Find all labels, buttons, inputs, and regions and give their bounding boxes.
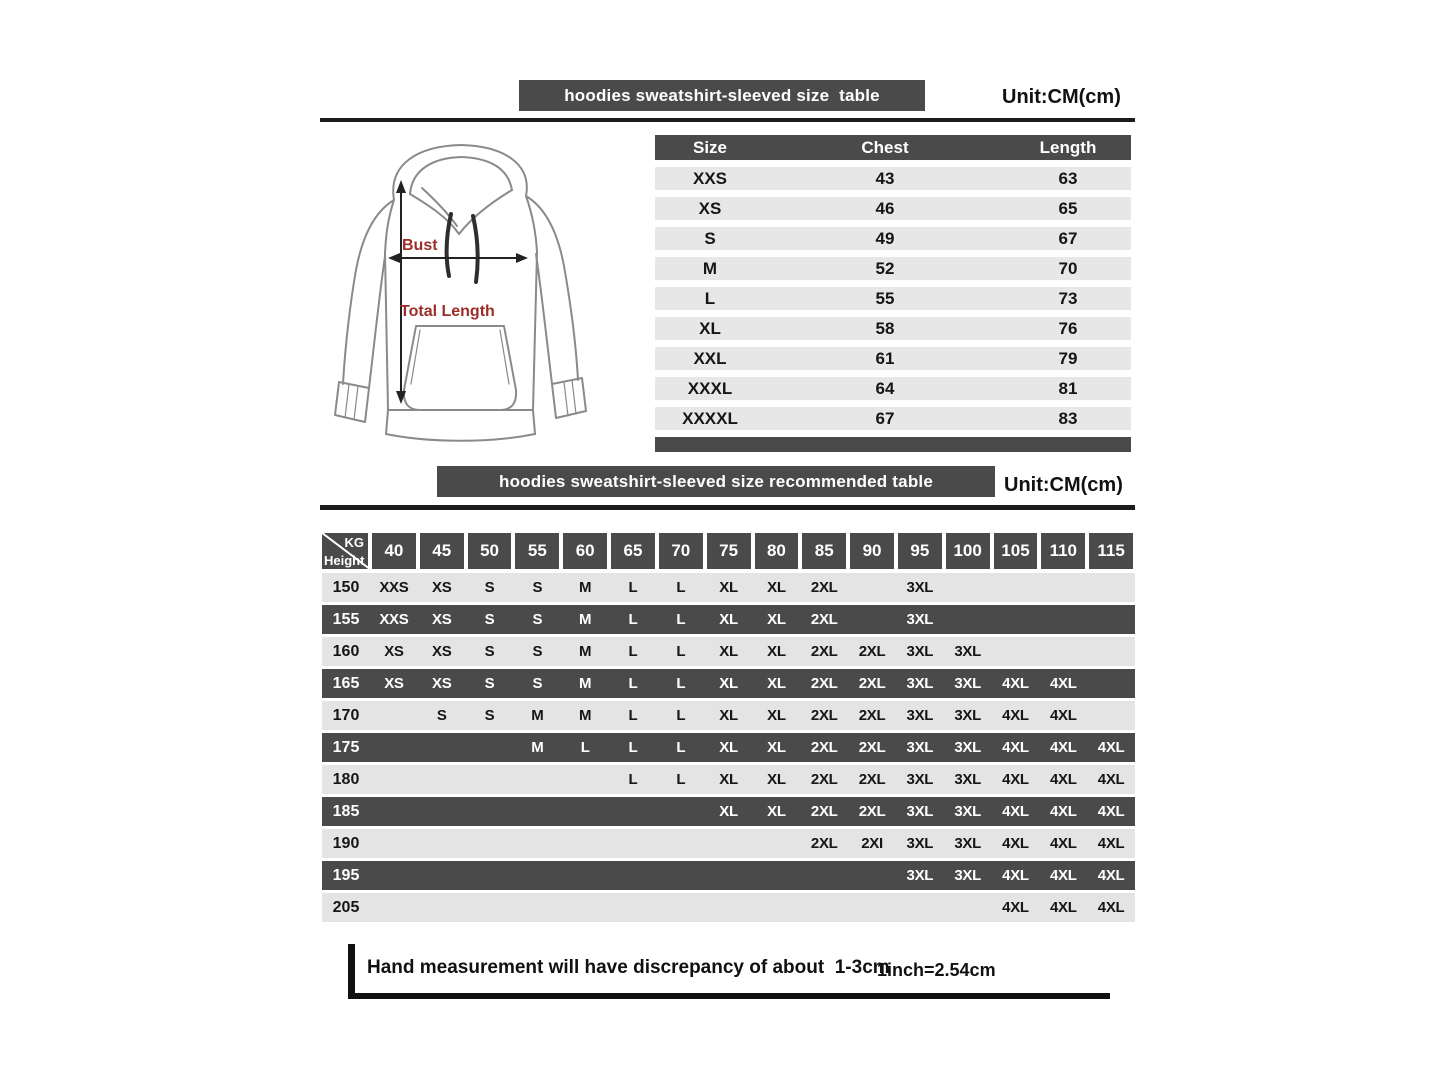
- size-recommendation-cell: 2XL: [858, 771, 886, 788]
- size-cell: XXXXL: [682, 408, 738, 428]
- size-table-row: [655, 197, 1131, 220]
- weight-header-cell: 40: [372, 533, 416, 569]
- size-recommendation-cell: 4XL: [1097, 803, 1125, 820]
- size-recommendation-cell: XL: [767, 643, 786, 660]
- size-recommendation-cell: 4XL: [1097, 835, 1125, 852]
- height-cell: 160: [332, 642, 360, 660]
- bust-label: Bust: [402, 237, 438, 254]
- inch-conversion-note: 1inch=2.54cm: [877, 960, 996, 980]
- size-recommendation-cell: 4XL: [1049, 739, 1077, 756]
- length-cell: 76: [1058, 318, 1078, 338]
- size-recommendation-cell: XS: [384, 675, 404, 692]
- size-recommendation-cell: L: [628, 707, 638, 724]
- size-table-row: [655, 227, 1131, 250]
- recommendation-row: [322, 861, 1135, 890]
- size-recommendation-cell: M: [579, 675, 592, 692]
- weight-header-cell: 90: [850, 533, 894, 569]
- size-recommendation-cell: L: [628, 739, 638, 756]
- size-recommendation-cell: 2XL: [810, 771, 838, 788]
- matrix-body: [322, 573, 1135, 922]
- size-recommendation-cell: L: [676, 707, 686, 724]
- size-recommendation-cell: 3XL: [906, 675, 934, 692]
- chest-cell: 58: [875, 318, 895, 338]
- size-recommendation-cell: 3XL: [954, 643, 981, 660]
- size-recommendation-cell: 2XL: [810, 675, 838, 692]
- size-recommendation-cell: M: [579, 707, 592, 724]
- recommendation-row: [322, 637, 1135, 666]
- recommended-size-matrix: [322, 533, 1135, 925]
- size-recommendation-cell: S: [532, 579, 543, 596]
- size-recommendation-cell: 4XL: [1049, 771, 1077, 788]
- length-cell: 70: [1058, 258, 1078, 278]
- size-cell: S: [704, 228, 716, 248]
- size-recommendation-cell: 4XL: [1002, 867, 1029, 884]
- hoodie-measurement-diagram: [330, 138, 605, 452]
- measurement-discrepancy-note: Hand measurement will have discrepancy of about 1-3cm: [367, 957, 890, 978]
- corner-kg-label: KG: [344, 535, 364, 550]
- weight-header-cell: 45: [420, 533, 464, 569]
- size-recommendation-cell: XXS: [379, 611, 409, 628]
- size-recommendation-cell: 2XL: [810, 579, 838, 596]
- footer-left-bar: [348, 944, 355, 999]
- size-cell: XXL: [693, 348, 727, 368]
- size-recommendation-cell: 2XL: [810, 611, 838, 628]
- size-table-row: [655, 167, 1131, 190]
- size-recommendation-cell: 2XI: [861, 835, 883, 852]
- weight-header-cell: 105: [994, 533, 1038, 569]
- size-recommendation-cell: L: [628, 611, 638, 628]
- size-recommendation-cell: 3XL: [906, 739, 934, 756]
- size-recommendation-cell: 3XL: [954, 675, 981, 692]
- total-length-label: Total Length: [400, 303, 495, 320]
- height-cell: 195: [332, 866, 360, 884]
- size-recommendation-cell: 4XL: [1097, 899, 1125, 916]
- size-recommendation-cell: L: [628, 643, 638, 660]
- size-recommendation-cell: XL: [719, 579, 738, 596]
- size-recommendation-cell: 3XL: [906, 707, 934, 724]
- chest-cell: 61: [875, 348, 895, 368]
- size-recommendation-cell: 3XL: [906, 867, 934, 884]
- size-recommendation-cell: S: [484, 675, 495, 692]
- size-recommendation-cell: 2XL: [810, 707, 838, 724]
- recommendation-row: [322, 797, 1135, 826]
- size-recommendation-cell: 4XL: [1002, 899, 1029, 916]
- size-recommendation-cell: S: [532, 611, 543, 628]
- weight-header-cell: 115: [1089, 533, 1133, 569]
- size-recommendation-cell: XL: [767, 771, 786, 788]
- size-recommendation-cell: 2XL: [810, 803, 838, 820]
- size-recommendation-cell: XL: [719, 707, 738, 724]
- size-recommendation-cell: 3XL: [954, 707, 981, 724]
- matrix-corner-cell: [322, 533, 368, 569]
- size-recommendation-cell: 4XL: [1002, 835, 1029, 852]
- hoodie-outline: [335, 145, 586, 441]
- length-cell: 63: [1058, 168, 1078, 188]
- chest-cell: 43: [875, 168, 895, 188]
- size-recommendation-cell: L: [676, 579, 686, 596]
- weight-header-cell: 85: [802, 533, 846, 569]
- length-cell: 81: [1058, 378, 1078, 398]
- height-cell: 150: [332, 578, 360, 596]
- size-recommendation-cell: L: [676, 643, 686, 660]
- size-recommendation-cell: 3XL: [954, 739, 981, 756]
- weight-header-cell: 60: [563, 533, 607, 569]
- chest-cell: 64: [875, 378, 895, 398]
- height-cell: 180: [332, 770, 360, 788]
- size-recommendation-cell: L: [676, 675, 686, 692]
- size-recommendation-cell: 2XL: [858, 643, 886, 660]
- size-recommendation-cell: XL: [767, 675, 786, 692]
- size-recommendation-cell: S: [484, 611, 495, 628]
- size-recommendation-cell: XL: [767, 707, 786, 724]
- weight-header-cell: 110: [1041, 533, 1085, 569]
- size-recommendation-cell: 4XL: [1049, 675, 1077, 692]
- recommended-table-unit-label: Unit:CM(cm): [1004, 474, 1123, 496]
- size-recommendation-cell: 3XL: [906, 771, 934, 788]
- size-recommendation-cell: 2XL: [858, 675, 886, 692]
- size-recommendation-cell: L: [628, 675, 638, 692]
- size-table: [655, 135, 1131, 452]
- size-recommendation-cell: L: [676, 771, 686, 788]
- length-cell: 67: [1058, 228, 1078, 248]
- size-recommendation-cell: XL: [767, 739, 786, 756]
- size-cell: XL: [699, 318, 721, 338]
- size-recommendation-cell: XL: [767, 803, 786, 820]
- weight-header-cell: 50: [468, 533, 512, 569]
- recommended-table-title-bar: hoodies sweatshirt-sleeved size recommended table: [437, 466, 995, 497]
- size-recommendation-cell: XS: [432, 579, 452, 596]
- size-recommendation-cell: 2XL: [858, 707, 886, 724]
- size-recommendation-cell: 2XL: [810, 643, 838, 660]
- size-recommendation-cell: 4XL: [1097, 739, 1125, 756]
- size-recommendation-cell: 3XL: [954, 771, 981, 788]
- size-recommendation-cell: 3XL: [906, 835, 934, 852]
- size-recommendation-cell: L: [628, 579, 638, 596]
- size-table-title-bar: hoodies sweatshirt-sleeved size table: [519, 80, 925, 111]
- size-recommendation-cell: S: [532, 675, 543, 692]
- length-cell: 83: [1058, 408, 1078, 428]
- size-table-row: [655, 287, 1131, 310]
- size-recommendation-cell: 2XL: [810, 835, 838, 852]
- size-recommendation-cell: 4XL: [1049, 899, 1077, 916]
- size-recommendation-cell: XL: [719, 643, 738, 660]
- height-cell: 155: [332, 610, 360, 628]
- size-recommendation-cell: 4XL: [1002, 771, 1029, 788]
- size-recommendation-cell: 3XL: [906, 579, 934, 596]
- corner-height-label: Height: [324, 553, 365, 568]
- size-recommendation-cell: M: [579, 643, 592, 660]
- weight-header-cell: 100: [946, 533, 990, 569]
- size-recommendation-cell: S: [436, 707, 447, 724]
- size-recommendation-cell: 3XL: [906, 611, 934, 628]
- divider-line-middle: [320, 505, 1135, 510]
- length-column-header: Length: [1039, 137, 1097, 157]
- length-cell: 73: [1058, 288, 1078, 308]
- size-recommendation-cell: 2XL: [858, 803, 886, 820]
- size-recommendation-cell: 4XL: [1049, 803, 1077, 820]
- length-cell: 79: [1058, 348, 1078, 368]
- size-cell: XXXL: [687, 378, 733, 398]
- matrix-header-row: [322, 533, 1135, 569]
- size-recommendation-cell: M: [579, 611, 592, 628]
- chest-cell: 46: [875, 198, 895, 218]
- weight-header-cell: 95: [898, 533, 942, 569]
- size-recommendation-cell: L: [676, 611, 686, 628]
- size-recommendation-cell: 3XL: [906, 803, 934, 820]
- size-recommendation-cell: 2XL: [810, 739, 838, 756]
- size-recommendation-cell: XS: [384, 643, 404, 660]
- recommendation-row: [322, 605, 1135, 634]
- size-recommendation-cell: 3XL: [954, 803, 981, 820]
- size-recommendation-cell: 4XL: [1049, 867, 1077, 884]
- weight-header-cell: 55: [515, 533, 559, 569]
- total-length-arrow: [396, 180, 406, 404]
- weight-header-cell: 65: [611, 533, 655, 569]
- size-cell: XXS: [692, 168, 728, 188]
- size-recommendation-cell: XL: [719, 611, 738, 628]
- size-recommendation-cell: M: [531, 707, 544, 724]
- divider-line-top: [320, 118, 1135, 122]
- height-cell: 205: [332, 898, 360, 916]
- weight-header-cell: 80: [755, 533, 799, 569]
- size-recommendation-cell: S: [484, 707, 495, 724]
- footer-underline: [348, 993, 1110, 999]
- size-recommendation-cell: 4XL: [1002, 675, 1029, 692]
- chest-column-header: Chest: [861, 137, 909, 157]
- size-recommendation-cell: XXS: [379, 579, 409, 596]
- size-cell: M: [702, 258, 718, 278]
- recommendation-row: [322, 765, 1135, 794]
- recommendation-row: [322, 573, 1135, 602]
- size-recommendation-cell: S: [484, 579, 495, 596]
- size-recommendation-cell: S: [532, 643, 543, 660]
- chest-cell: 67: [875, 408, 895, 428]
- recommendation-row: [322, 669, 1135, 698]
- height-cell: 175: [332, 738, 360, 756]
- chest-cell: 52: [875, 258, 895, 278]
- size-recommendation-cell: 4XL: [1002, 739, 1029, 756]
- size-recommendation-cell: XL: [719, 803, 738, 820]
- size-table-row: [655, 377, 1131, 400]
- size-column-header: Size: [692, 137, 728, 157]
- size-recommendation-cell: L: [676, 739, 686, 756]
- size-recommendation-cell: XS: [432, 675, 452, 692]
- size-recommendation-cell: 4XL: [1002, 803, 1029, 820]
- chest-cell: 55: [875, 288, 895, 308]
- height-cell: 165: [332, 674, 360, 692]
- size-table-body: [655, 167, 1131, 430]
- size-recommendation-cell: L: [628, 771, 638, 788]
- size-recommendation-cell: XL: [719, 771, 738, 788]
- size-recommendation-cell: M: [531, 739, 544, 756]
- recommendation-row: [322, 893, 1135, 922]
- size-recommendation-cell: 4XL: [1097, 771, 1125, 788]
- weight-header-cell: 75: [707, 533, 751, 569]
- weight-header-cell: 70: [659, 533, 703, 569]
- size-recommendation-cell: L: [580, 739, 590, 756]
- recommendation-row: [322, 733, 1135, 762]
- size-recommendation-cell: M: [579, 579, 592, 596]
- chest-cell: 49: [875, 228, 895, 248]
- height-cell: 185: [332, 802, 360, 820]
- size-recommendation-cell: XS: [432, 643, 452, 660]
- size-recommendation-cell: S: [484, 643, 495, 660]
- size-table-header: [655, 135, 1131, 160]
- size-recommendation-cell: 3XL: [906, 643, 934, 660]
- size-recommendation-cell: 2XL: [858, 739, 886, 756]
- size-recommendation-cell: 3XL: [954, 835, 981, 852]
- size-recommendation-cell: 3XL: [954, 867, 981, 884]
- size-table-footer-bar: [655, 437, 1131, 452]
- recommendation-row: [322, 701, 1135, 730]
- size-recommendation-cell: XS: [432, 611, 452, 628]
- size-cell: XS: [698, 198, 722, 218]
- height-cell: 190: [332, 834, 360, 852]
- size-recommendation-cell: 4XL: [1002, 707, 1029, 724]
- height-cell: 170: [332, 706, 360, 724]
- size-recommendation-cell: XL: [719, 675, 738, 692]
- size-cell: L: [704, 288, 716, 308]
- size-table-row: [655, 347, 1131, 370]
- size-recommendation-cell: 4XL: [1097, 867, 1125, 884]
- size-table-unit-label: Unit:CM(cm): [1002, 86, 1121, 108]
- bust-arrow: [388, 253, 528, 263]
- size-recommendation-cell: 4XL: [1049, 835, 1077, 852]
- size-recommendation-cell: XL: [719, 739, 738, 756]
- size-table-row: [655, 317, 1131, 340]
- size-table-row: [655, 257, 1131, 280]
- recommendation-row: [322, 829, 1135, 858]
- size-recommendation-cell: 4XL: [1049, 707, 1077, 724]
- length-cell: 65: [1058, 198, 1078, 218]
- size-recommendation-cell: XL: [767, 611, 786, 628]
- size-recommendation-cell: XL: [767, 579, 786, 596]
- size-table-row: [655, 407, 1131, 430]
